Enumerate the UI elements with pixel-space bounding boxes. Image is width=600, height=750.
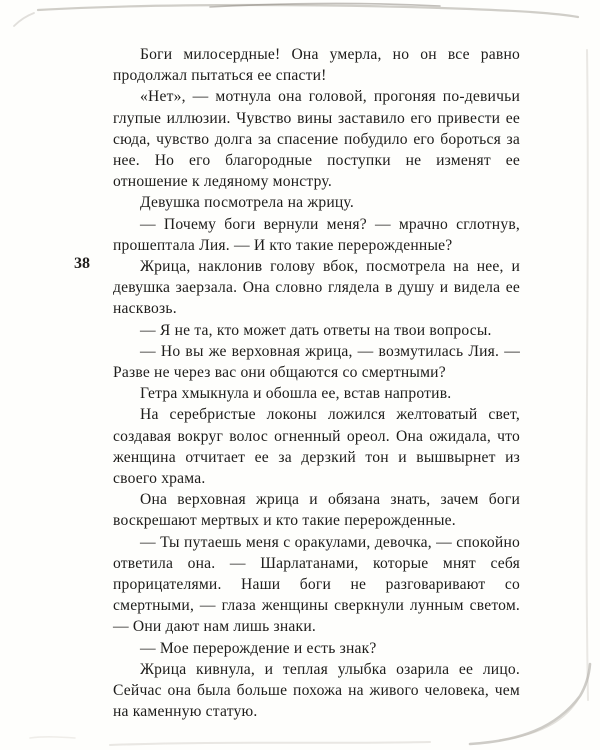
paragraph: Девушка посмотрела на жрицу.	[140, 194, 354, 212]
paragraph: «Нет», — мотнула она головой, прогоняя по-девичьи глупые иллюзии. Чувство вины заставило его привести ее сюда, чувство долга за спасение побудило его бороться за нее. Но его благородные поступки не изменят ее отношение к ледяному монстру.	[113, 88, 520, 191]
paragraph: На серебристые локоны ложился желтоватый свет, создавая вокруг волос огненный ореол. Она ожидала, что женщина отчитает ее за дерзкий тон и вышвырнет из своего храма.	[113, 406, 520, 488]
paragraph: — Я не та, кто может дать ответы на твои вопросы.	[140, 321, 492, 339]
paragraph: — Почему боги вернули меня? — мрачно сглотнув, прошептала Лия. — И кто такие перерожденные?	[113, 215, 520, 254]
paragraph: Жрица кивнула, и теплая улыбка озарила ее лицо. Сейчас она была больше похожа на живого человека, чем на каменную статую.	[113, 660, 520, 721]
paragraph: — Ты путаешь меня с оракулами, девочка, — спокойно ответила она. — Шарлатанами, которые мнят себя прорицателями. Наши боги не разговаривают со смертными, — глаза женщины сверкнули лунным светом. — Они дают нам лишь знаки.	[113, 533, 520, 636]
text-column	[113, 44, 520, 723]
paragraph: Она верховная жрица и обязана знать, зачем боги воскрешают мертвых и кто такие перерожденные.	[113, 491, 520, 530]
paragraph: Гетра хмыкнула и обошла ее, встав напротив.	[140, 385, 452, 403]
paragraph: Боги милосердные! Она умерла, но он все равно продолжал пытаться ее спасти!	[113, 46, 520, 85]
page-number: 38	[74, 255, 90, 272]
paragraph: — Но вы же верховная жрица, — возмутилась Лия. — Разве не через вас они общаются со смертными?	[113, 342, 520, 382]
paragraph: Жрица, наклонив голову вбок, посмотрела на нее, и девушка заерзала. Она словно глядела в душу и видела ее насквозь.	[113, 258, 520, 318]
paragraph: — Мое перерождение и есть знак?	[140, 639, 377, 657]
